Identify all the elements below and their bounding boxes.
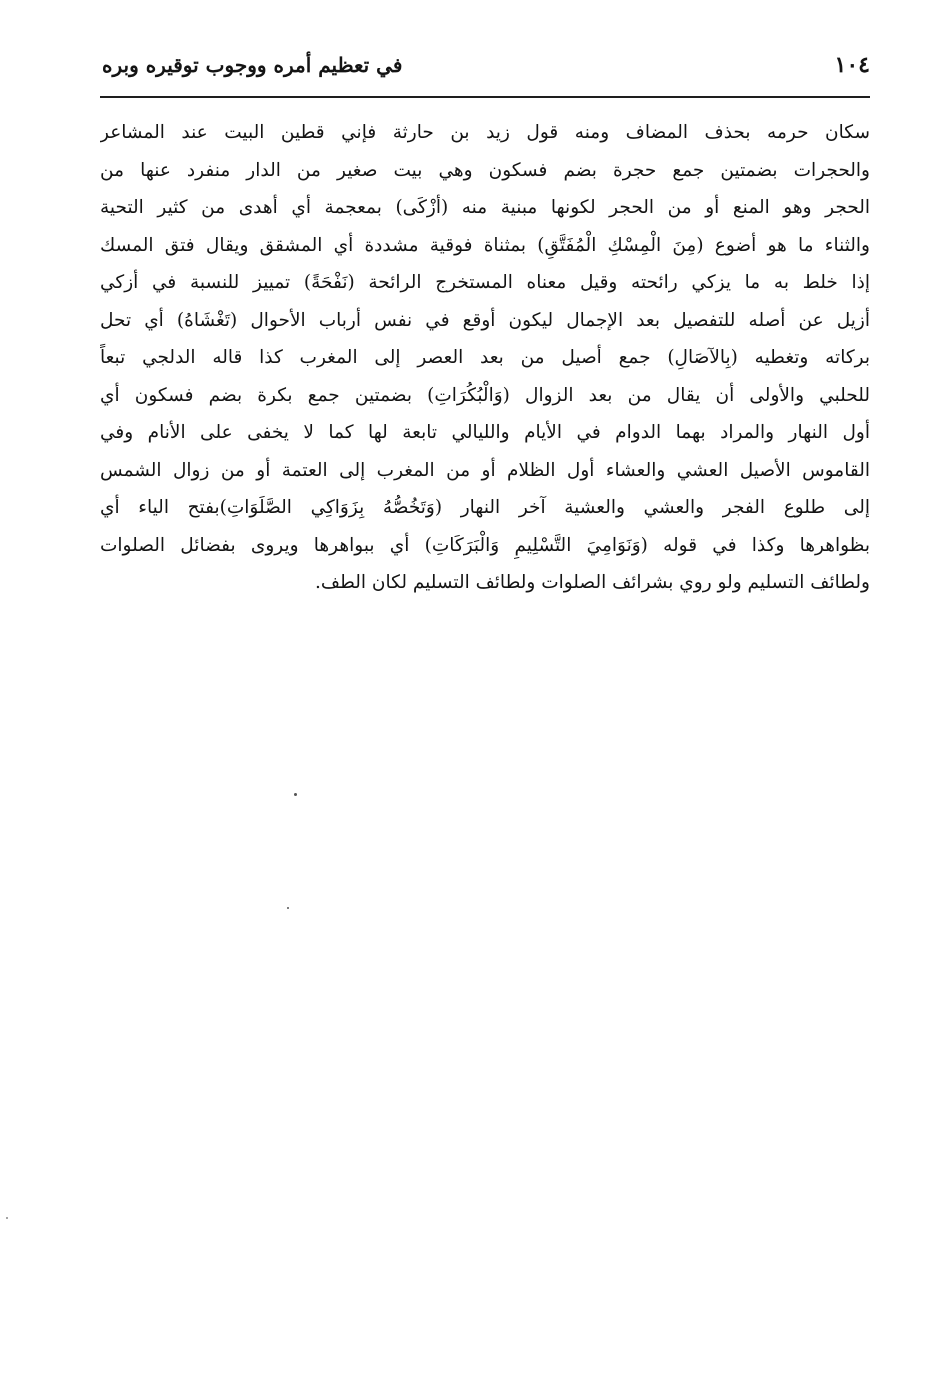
scan-speck <box>294 793 297 796</box>
header-rule <box>100 96 870 98</box>
scan-speck <box>287 907 289 909</box>
text-line: إذا خلط به ما يزكي رائحته وقيل معناه المستخرج الرائحة (نَفْحَةً) تمييز للنسبة في أزكي <box>100 272 870 293</box>
page-header <box>100 40 870 90</box>
text-line: إلى طلوع الفجر والعشي والعشية آخر النهار (وَتَخُصُّهُ بِزَوَاكِي الصَّلَوَاتِ)بفتح الياء أي <box>100 497 870 518</box>
body-text <box>100 114 870 602</box>
text-line: ولطائف التسليم ولو روي بشرائف الصلوات ولطائف التسليم لكان الطف. <box>315 572 870 593</box>
text-line: أزيل عن أصله للتفصيل بعد الإجمال ليكون أوقع في نفس أرباب الأحوال (تَغْشَاهُ) أي تحل <box>100 309 870 331</box>
scan-speck <box>6 1217 8 1219</box>
text-line: بظواهرها وكذا في قوله (وَنَوَامِيَ التَّسْلِيمِ وَالْبَرَكَاتِ) أي ببواهرها ويروى بفضائل الصلوات <box>100 534 870 556</box>
text-line: والحجرات بضمتين جمع حجرة بضم فسكون وهي بيت صغير من الدار منفرد عنها من <box>100 159 870 181</box>
text-line: الحجر وهو المنع أو من الحجر لكونها مبنية منه (أزْكَى) بمعجمة أي أهدى من كثير التحية <box>100 197 870 218</box>
text-line: أول النهار والمراد بهما الدوام في الأيام والليالي تابعة لها كما لا يخفى على الأنام وفي <box>100 422 870 443</box>
text-line: القاموس الأصيل العشي والعشاء أول الظلام أو من المغرب إلى العتمة أو من زوال الشمس <box>100 459 870 481</box>
text-line: والثناء ما هو أضوع (مِنَ الْمِسْكِ الْمُفَتَّقِ) بمثناة فوقية مشددة أي المشقق ويقال فتق المسك <box>100 234 870 256</box>
page-number: ١٠٤ <box>834 52 870 78</box>
text-line: بركاته وتغطيه (بِالآصَالِ) جمع أصيل من بعد العصر إلى المغرب كذا قاله الدلجي تبعاً <box>100 347 870 368</box>
text-line: للحلبي والأولى أن يقال من بعد الزوال (وَالْبُكُرَاتِ) بضمتين جمع بكرة بضم فسكون أي <box>100 384 870 406</box>
text-line: سكان حرمه بحذف المضاف ومنه قول زيد بن حارثة فإني قطين البيت عند المشاعر <box>100 122 870 143</box>
running-title: في تعظيم أمره ووجوب توقيره وبره <box>102 53 403 77</box>
